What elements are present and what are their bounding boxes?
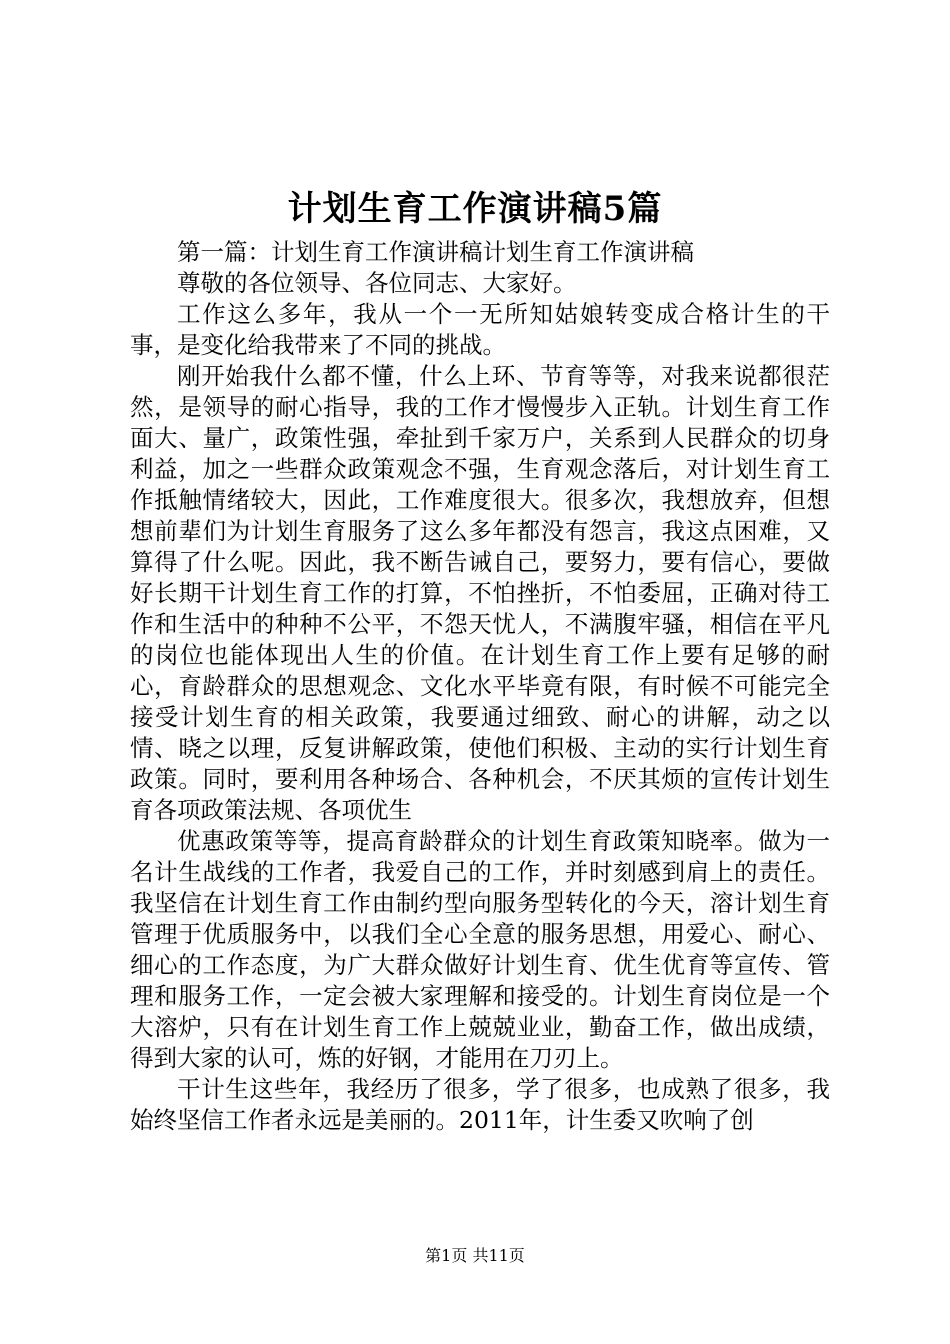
paragraph: 工作这么多年，我从一个一无所知姑娘转变成合格计生的干事，是变化给我带来了不同的挑战。: [130, 300, 830, 359]
paragraph: 刚开始我什么都不懂，什么上环、节育等等，对我来说都很茫然，是领导的耐心指导，我的工作才慢慢步入正轨。计划生育工作面大、量广，政策性强，牵扯到千家万户，关系到人民群众的切身利益，加之一些群众政策观念不强，生育观念落后，对计划生育工作抵触情绪较大，因此，工作难度很大。很多次，我想放弃，但想想前辈们为计划生育服务了这么多年都没有怨言，我这点困难，又算得了什么呢。因此，我不断告诫自己，要努力，要有信心，要做好长期干计划生育工作的打算，不怕挫折，不怕委屈，正确对待工作和生活中的种种不公平，不怨天忧人，不满腹牢骚，相信在平凡的岗位也能体现出人生的价值。在计划生育工作上要有足够的耐心，育龄群众的思想观念、文化水平毕竟有限，有时候不可能完全接受计划生育的相关政策，我要通过细致、耐心的讲解，动之以情、晓之以理，反复讲解政策，使他们积极、主动的实行计划生育政策。同时，要利用各种场合、各种机会，不厌其烦的宣传计划生育各项政策法规、各项优生: [130, 362, 830, 824]
paragraph: 第一篇：计划生育工作演讲稿计划生育工作演讲稿: [177, 238, 694, 266]
paragraph: 优惠政策等等，提高育龄群众的计划生育政策知晓率。做为一名计生战线的工作者，我爱自己的工作，并时刻感到肩上的责任。我坚信在计划生育工作由制约型向服务型转化的今天，溶计划生育管理于优质服务中，以我们全心全意的服务思想，用爱心、耐心、细心的工作态度，为广大群众做好计划生育、优生优育等宣传、管理和服务工作，一定会被大家理解和接受的。计划生育岗位是一个大溶炉，只有在计划生育工作上兢兢业业，勤奋工作，做出成绩，得到大家的认可，炼的好钢，才能用在刀刃上。: [130, 827, 830, 1072]
page-footer: 第1页 共11页: [425, 1246, 525, 1265]
paragraph: 尊敬的各位领导、各位同志、大家好。: [177, 269, 577, 297]
document-title: 计划生育工作演讲稿5篇: [287, 189, 663, 229]
paragraph: 干计生这些年，我经历了很多，学了很多，也成熟了很多，我始终坚信工作者永远是美丽的。2011年，计生委又吹响了创: [130, 1075, 830, 1134]
document-body: [130, 237, 830, 1136]
